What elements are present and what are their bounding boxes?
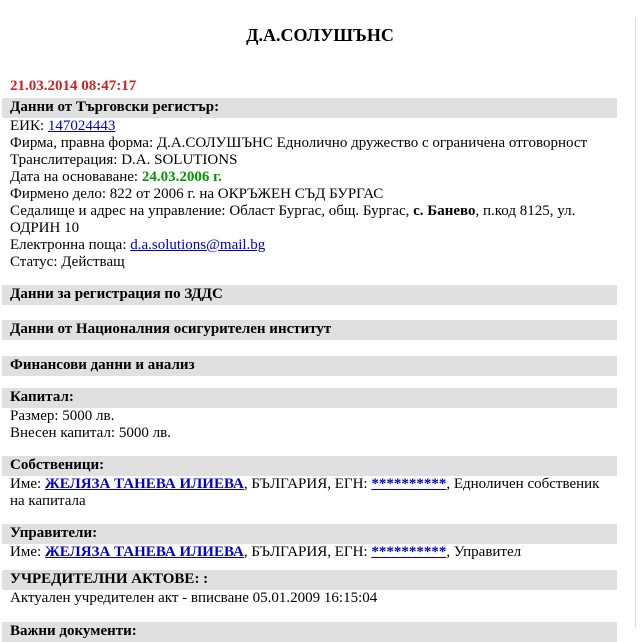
founded-label: Дата на основаване: (10, 169, 142, 185)
transliteration-line: Транслитерация: D.A. SOLUTIONS (10, 152, 238, 168)
seat-prefix: Седалище и адрес на управление: Област Бургас, общ. Бургас, (10, 203, 414, 219)
manager-line (10, 544, 617, 561)
managers-block (0, 544, 640, 561)
eik-link[interactable]: 147024443 (47, 118, 116, 134)
manager-mid: , БЪЛГАРИЯ, ЕГН: (243, 544, 372, 560)
eik-label: ЕИК: (10, 118, 48, 134)
manager-role: , Управител (446, 544, 522, 560)
owner-role: , Едноличен собственик на капитала (10, 476, 600, 509)
capital-block (0, 408, 640, 442)
manager-egn-link[interactable]: ********** (371, 544, 447, 560)
email-line (10, 237, 617, 254)
trade-register-block (0, 118, 640, 271)
owner-name-link[interactable]: ЖЕЛЯЗА ТАНЕВА ИЛИЕВА (44, 476, 244, 492)
section-header-nssi: Данни от Националния осигурителен институт (2, 320, 617, 340)
section-header-finance: Финансови данни и анализ (2, 356, 617, 376)
capital-size-line: Размер: 5000 лв. (10, 408, 115, 424)
capital-paid-line: Внесен капитал: 5000 лв. (10, 425, 171, 441)
section-header-capital: Капитал: (2, 388, 617, 408)
manager-name-link[interactable]: ЖЕЛЯЗА ТАНЕВА ИЛИЕВА (44, 544, 244, 560)
email-label: Електронна поща: (10, 237, 131, 253)
page-title: Д.А.СОЛУШЪНС (246, 25, 394, 45)
report-timestamp: 21.03.2014 08:47:17 (10, 78, 137, 94)
section-header-founding-acts: УЧРЕДИТЕЛНИ АКТОВЕ: : (2, 570, 617, 590)
eik-line (10, 118, 617, 135)
seat-suffix: , п.код 8125, ул. ОДРИН 10 (10, 203, 576, 236)
section-header-vat: Данни за регистрация по ЗДДС (2, 285, 617, 305)
founding-acts-block (0, 590, 640, 607)
founded-date: 24.03.2006 г. (141, 169, 222, 185)
section-header-important-docs: Важни документи: (2, 622, 617, 642)
court-case-line: Фирмено дело: 822 от 2006 г. на ОКРЪЖЕН СЪД БУРГАС (10, 186, 384, 202)
owner-mid: , БЪЛГАРИЯ, ЕГН: (243, 476, 372, 492)
status-line: Статус: Действащ (10, 254, 125, 270)
firm-line: Фирма, правна форма: Д.А.СОЛУШЪНС Еднолично дружество с ограничена отговорност (10, 135, 588, 151)
seat-village: с. Банево (413, 203, 476, 219)
seat-line (10, 203, 617, 237)
founding-act-line: Актуален учредителен акт - вписване 05.01.2009 16:15:04 (10, 590, 378, 606)
email-link[interactable]: d.a.solutions@mail.bg (130, 237, 266, 253)
owner-name-label: Име: (10, 476, 45, 492)
owners-block (0, 476, 640, 510)
section-header-trade-register: Данни от Търговски регистър: (2, 98, 617, 118)
section-header-managers: Управители: (2, 524, 617, 544)
owner-egn-link[interactable]: ********** (371, 476, 447, 492)
owner-line (10, 476, 617, 510)
manager-name-label: Име: (10, 544, 45, 560)
page-right-border (635, 18, 636, 628)
founded-line (10, 169, 617, 186)
section-header-owners: Собственици: (2, 456, 617, 476)
